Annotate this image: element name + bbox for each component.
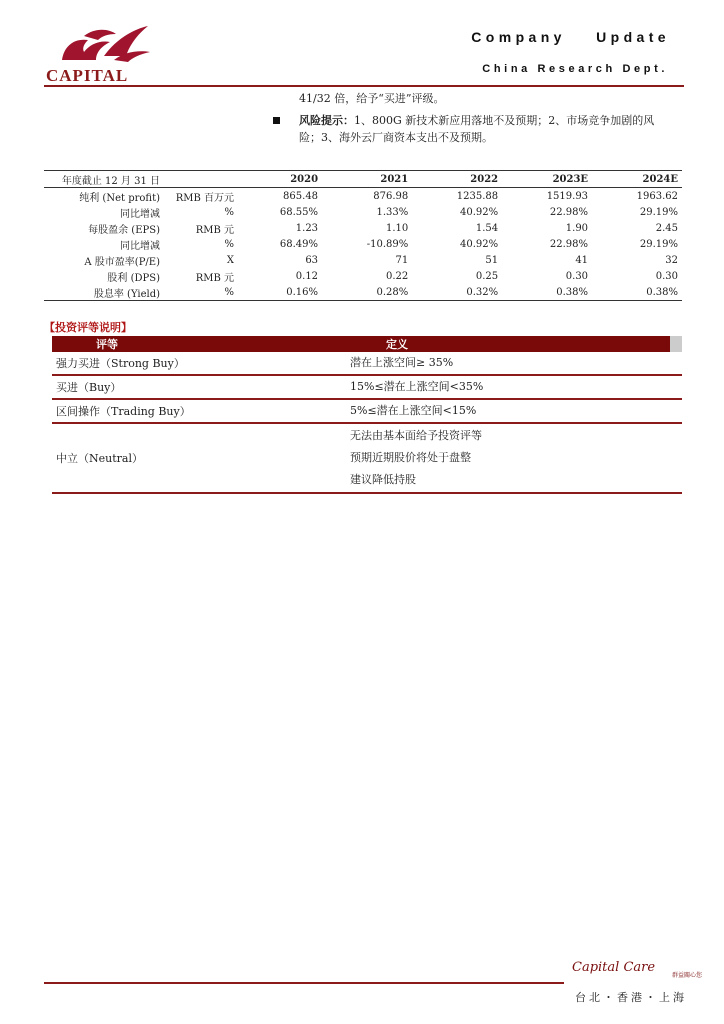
value-cell: 29.19% (639, 206, 678, 218)
risk-warning-line2: 险；3、海外云厂商资本支出不及预期。 (299, 131, 493, 144)
value-cell: 0.25 (475, 270, 499, 282)
rating-name-cell: 强力买进（Strong Buy） (52, 352, 346, 375)
header-unit-cell (164, 171, 238, 188)
rating-row (52, 399, 682, 423)
value-cell: 68.55% (279, 206, 319, 218)
year-header-cell: 2022 (412, 171, 502, 188)
table-row (44, 252, 682, 268)
definition-line: 预期近期股价将处于盘整 (350, 451, 471, 464)
value-cell: 0.38% (502, 284, 592, 301)
value-cell: 68.49% (279, 238, 319, 250)
valuation-text-line: 41/32 倍，给予“买进”评级。 (299, 92, 445, 105)
report-type-title: Company Update (471, 29, 670, 45)
row-label: 纯利 (Net profit) (79, 192, 160, 204)
value-cell: 0.30 (565, 270, 589, 282)
value-cell: 1519.93 (546, 190, 589, 202)
value-cell: 1963.62 (636, 190, 678, 202)
row-label: 股息率 (Yield) (44, 284, 164, 301)
row-label: A 股市盈率(P/E) (84, 256, 160, 268)
value-cell: 0.22 (385, 270, 409, 282)
value-cell: 51 (485, 254, 499, 266)
value-cell: 63 (305, 254, 319, 266)
table-row (44, 268, 682, 284)
value-cell: 1.90 (565, 222, 589, 234)
value-cell: 1235.88 (456, 190, 499, 202)
rating-definition-cell (346, 375, 682, 399)
row-unit: X (226, 254, 234, 266)
definition-line: 15%≤潜在上涨空间<35% (350, 380, 484, 393)
value-cell: 22.98% (549, 206, 589, 218)
eagle-logo-icon (44, 22, 156, 70)
header-period-label: 年度截止 12 月 31 日 (44, 171, 164, 188)
rating-name-cell: 中立（Neutral） (52, 423, 346, 493)
header-divider (44, 85, 684, 87)
value-cell: 22.98% (549, 238, 589, 250)
value-cell: 865.48 (283, 190, 319, 202)
year-header-cell: 2020 (238, 171, 322, 188)
definition-line: 无法由基本面给予投资评等 (350, 429, 482, 442)
table-row (44, 204, 682, 220)
value-cell: 0.12 (295, 270, 319, 282)
value-cell: 0.16% (238, 284, 322, 301)
row-label: 股利 (DPS) (107, 272, 160, 284)
value-cell: 1.10 (385, 222, 409, 234)
logo-wordmark: CAPITAL (46, 66, 129, 85)
table-row (44, 220, 682, 236)
rating-definition-table (52, 336, 682, 494)
value-cell: -10.89% (366, 238, 409, 250)
value-cell: 876.98 (373, 190, 409, 202)
footer-cities: 台北・香港・上海 (575, 991, 687, 1004)
year-header-cell: 2021 (322, 171, 412, 188)
table-row (44, 236, 682, 252)
value-cell: 0.38% (592, 284, 682, 301)
value-cell: 1.23 (295, 222, 319, 234)
row-unit: % (164, 284, 238, 301)
rating-section-heading: 【投资评等说明】 (44, 321, 132, 334)
footer-divider (44, 982, 564, 984)
year-header-cell: 2024E (592, 171, 682, 188)
rating-name-cell: 买进（Buy） (52, 375, 346, 399)
department-subtitle: China Research Dept. (482, 63, 668, 75)
row-unit: RMB 元 (195, 224, 234, 236)
value-cell: 2.45 (655, 222, 678, 234)
value-cell: 40.92% (460, 238, 499, 250)
value-cell: 0.30 (655, 270, 678, 282)
row-unit: % (224, 206, 234, 218)
rating-column-header: 评等 (52, 336, 346, 352)
table-row (44, 188, 682, 205)
row-unit: RMB 元 (195, 272, 234, 284)
rating-table-header (52, 336, 682, 352)
rating-row (52, 375, 682, 399)
value-cell: 29.19% (639, 238, 678, 250)
row-label: 同比增减 (120, 208, 160, 220)
rating-name-cell: 区间操作（Trading Buy） (52, 399, 346, 423)
footer-brand-cn: 群益關心您 (672, 972, 703, 979)
value-cell: 32 (665, 254, 678, 266)
risk-text-1: 1、800G 新技术新应用落地不及预期；2、市场竞争加剧的风 (354, 114, 655, 127)
rating-row (52, 423, 682, 493)
bullet-square-icon (273, 117, 280, 124)
footer-brand: Capital Care (572, 960, 656, 975)
row-label: 同比增减 (120, 240, 160, 252)
definition-line: 5%≤潜在上涨空间<15% (350, 404, 477, 417)
rating-row (52, 352, 682, 375)
definition-line: 潜在上涨空间≥ 35% (350, 356, 454, 369)
row-unit: % (224, 238, 234, 250)
value-cell: 71 (395, 254, 409, 266)
risk-label: 风险提示： (299, 114, 354, 127)
risk-warning-line1 (299, 114, 683, 128)
table-header-row (44, 171, 682, 188)
header-grey-cell (670, 336, 682, 352)
definition-column-header: 定义 (346, 336, 670, 352)
value-cell: 0.32% (412, 284, 502, 301)
row-label: 每股盈余 (EPS) (88, 224, 160, 236)
row-unit: RMB 百万元 (175, 192, 234, 204)
rating-definition-cell (346, 399, 682, 423)
value-cell: 1.54 (475, 222, 499, 234)
definition-line: 建议降低持股 (350, 473, 416, 486)
rating-definition-cell (346, 352, 682, 375)
value-cell: 41 (575, 254, 589, 266)
value-cell: 40.92% (460, 206, 499, 218)
financial-forecast-table (44, 170, 682, 301)
table-row (44, 284, 682, 301)
year-header-cell: 2023E (502, 171, 592, 188)
value-cell: 1.33% (376, 206, 409, 218)
value-cell: 0.28% (322, 284, 412, 301)
rating-definition-cell (346, 423, 682, 493)
